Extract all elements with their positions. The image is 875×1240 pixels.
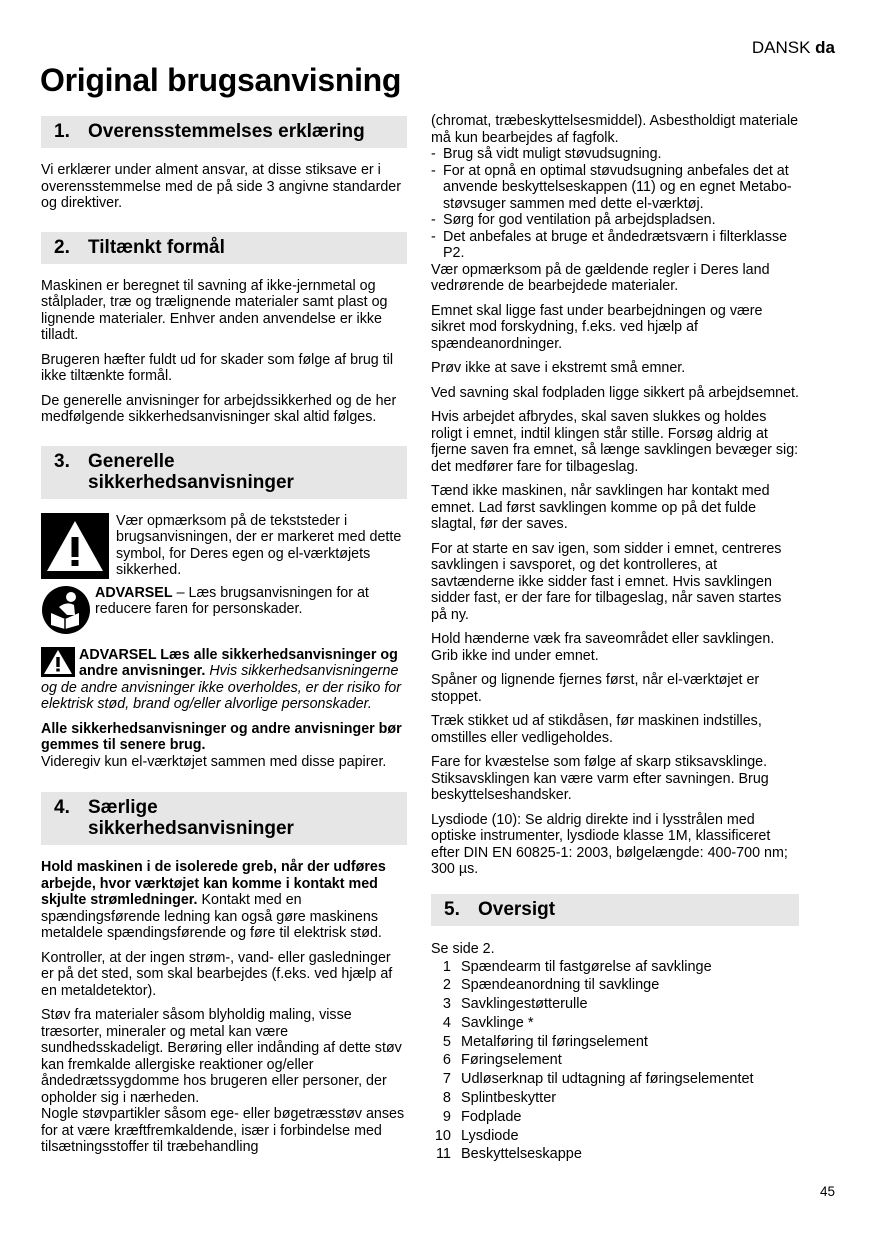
s4-paragraph-4: Nogle støvpartikler såsom ege- eller bøgetræsstøv anses for at være kræftfremkaldende, især i forbindelse med tilsætningsstoffer til træbehandling (41, 1106, 405, 1155)
continued-text: (chromat, træbeskyttelsesmiddel). Asbestholdigt materiale må kun bearbejdes af fagfolk. (431, 113, 799, 146)
dash-item: - Det anbefales at bruge et åndedrætsværn i filterklasse P2. (431, 228, 788, 261)
dash-list (431, 146, 799, 262)
right-paragraph: For at starte en sav igen, som sidder i emnet, centreres savklingen i savsporet, og det kontrolleres, at savtænderne ikke sidder fast i emnet. Hvis savklingen sidder fast, er der fare for tilbageslag, når saven startes på ny. (431, 540, 782, 623)
right-paragraph: Emnet skal ligge fast under bearbejdningen og være sikret mod forskydning, f.eks. ved hjælp af spændeanordninger. (431, 302, 763, 352)
list-item: 8 Splintbeskytter (442, 1090, 557, 1107)
section-2-heading: 2. Tiltænkt formål (41, 232, 407, 264)
right-column (431, 113, 799, 1164)
keep-instructions: Alle sikkerhedsanvisninger og andre anvisninger bør gemmes til senere brug. Videregiv kun el-værktøjet sammen med disse papirer. (41, 720, 402, 770)
list-item: 11 Beskyttelseskappe (435, 1146, 582, 1163)
list-item: 1 Spændearm til fastgørelse af savklinge (442, 958, 712, 975)
right-paragraph: Spåner og lignende fjernes først, når el-værktøjet er stoppet. (431, 672, 760, 705)
safety-note-text: Vær opmærksom på de tekststeder i brugsanvisningen, der er markeret med dette symbol, for Deres egen og el-værktøjets sikkerhed. (116, 512, 402, 578)
right-paragraph: Ved savning skal fodpladen ligge sikkert på arbejdsemnet. (431, 384, 799, 401)
page-number: 45 (819, 1184, 835, 1199)
right-paragraph: Fare for kvæstelse som følge af skarp stiksavsklinge. Stiksavsklingen kan være varm efter savningen. Brug beskyttelseshandsker. (431, 754, 769, 803)
right-paragraph: Prøv ikke at save i ekstremt små emner. (431, 360, 686, 376)
right-paragraph: Vær opmærksom på de gældende regler i Deres land vedrørende de bearbejdede materialer. (431, 261, 770, 294)
safety-note (41, 513, 407, 579)
list-item: 6 Føringselement (442, 1052, 562, 1069)
dash-item: - Brug så vidt muligt støvudsugning. (431, 146, 662, 162)
read-manual-icon (41, 585, 91, 635)
dash-item: - For at opnå en optimal støvudsugning anbefales det at anvende beskyttelseskappen (11) og en egnet Metabo-støvsuger sammen med dette el-værktøj. (431, 162, 792, 212)
section-5-heading: 5. Oversigt (431, 894, 799, 926)
s2-paragraph-1: Maskinen er beregnet til savning af ikke-jernmetal og stålplader, træ og trælignende materialer samt plast og lignende materialer. Enhver anden anvendelse er ikke tilladt. (41, 277, 388, 343)
list-item: 9 Fodplade (442, 1108, 522, 1125)
list-item: 10 Lysdiode (434, 1127, 519, 1144)
right-paragraph: Hvis arbejdet afbrydes, skal saven slukkes og holdes roligt i emnet, indtil klingen står stille. Forsøg aldrig at fjerne saven fra emnet, så længe savklingen bevæger sig: det medfører fare for tilbageslag. (431, 409, 799, 475)
s1-paragraph: Vi erklærer under alment ansvar, at disse stiksave er i overensstemmelse med de på side 3 angivne standarder og direktiver. (41, 162, 402, 211)
section-3-heading: 3. Generelle sikkerhedsanvisninger (41, 446, 407, 499)
s2-paragraph-3: De generelle anvisninger for arbejdssikkerhed og de her medfølgende sikkerhedsanvisninger skal altid følges. (41, 392, 397, 425)
s2-paragraph-2: Brugeren hæfter fuldt ud for skader som følge af brug til ikke tiltænkte formål. (41, 351, 394, 384)
s4-paragraph-2: Kontroller, at der ingen strøm-, vand- eller gasledninger er på det sted, som skal bearbejdes (f.eks. ved hjælp af en metaldetektor). (41, 949, 393, 999)
language-label: DANSK da (751, 38, 835, 57)
s4-paragraph-1: Hold maskinen i de isolerede greb, når der udføres arbejde, hvor værktøjet kan komme i kontakt med skjulte strømledninger. Kontakt med en spændingsførende ledning kan også gøre maskinens metaldele spændingsførende og føre til elektrisk stød. (41, 859, 386, 941)
read-manual-note: ADVARSEL – Læs brugsanvisningen for at reducere faren for personskader. (41, 585, 407, 635)
list-item: 4 Savklinge * (442, 1014, 534, 1031)
warning-triangle-icon (41, 513, 109, 579)
right-paragraph: Hold hænderne væk fra saveområdet eller savklingen. Grib ikke ind under emnet. (431, 631, 775, 664)
section-4-heading: 4. Særlige sikkerhedsanvisninger (41, 792, 407, 845)
s5-intro: Se side 2. (431, 940, 495, 957)
list-item: 3 Savklingestøtterulle (442, 996, 588, 1013)
warning-small-icon (41, 647, 75, 677)
overview-list (431, 958, 799, 1165)
left-column (41, 116, 407, 1164)
list-item: 2 Spændeanordning til savklinge (442, 977, 660, 994)
s4-paragraph-3: Støv fra materialer såsom blyholdig maling, visse træsorter, mineraler og metal kan være sundhedsskadeligt. Berøring eller indånding af dette støv kan fremkalde allergiske reaktioner og/eller åndedrætssygdomme hos brugeren eller personer, der opholder sig i nærheden. (41, 1007, 402, 1106)
right-paragraph: Træk stikket ud af stikdåsen, før maskinen indstilles, omstilles eller vedligeholdes. (431, 713, 762, 746)
list-item: 7 Udløserknap til udtagning af føringselementet (442, 1071, 754, 1088)
section-1-heading: 1. Overensstemmelses erklæring (41, 116, 407, 148)
list-item: 5 Metalføring til føringselement (442, 1033, 648, 1050)
right-paragraph: Lysdiode (10): Se aldrig direkte ind i lysstrålen med optiske instrumenter, lysdiode klasse 1M, klassificeret efter DIN EN 60825-1: 2003, bølgelængde: 400-700 nm; 300 µs. (431, 811, 788, 877)
warning-paragraph: ADVARSEL Læs alle sikkerhedsanvisninger og andre anvisninger. Hvis sikkerhedsanvisningerne og de andre anvisninger ikke overholdes, er der risiko for elektrisk stød, brand og/eller alvorlige personskader. (41, 646, 401, 712)
page-title: Original brugsanvisning (40, 62, 402, 98)
dash-item: - Sørg for god ventilation på arbejdspladsen. (431, 212, 716, 228)
advarsel-label: ADVARSEL (95, 584, 173, 601)
right-paragraph: Tænd ikke maskinen, når savklingen har kontakt med emnet. Lad først savklingen komme op på det fulde slagtal, før der saves. (431, 483, 770, 532)
